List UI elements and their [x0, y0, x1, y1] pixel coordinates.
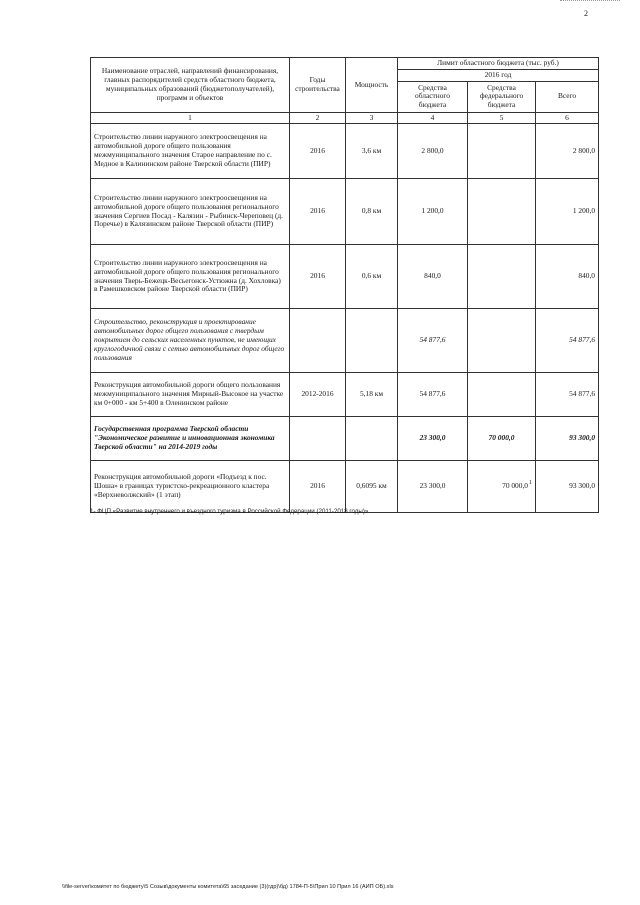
row-total: 1 200,0 [536, 179, 599, 245]
row-regional: 1 200,0 [398, 179, 468, 245]
row-total: 2 800,0 [536, 124, 599, 179]
header-year-2016: 2016 год [398, 70, 599, 82]
row-total: 840,0 [536, 245, 599, 309]
row-capacity: 5,18 км [346, 373, 398, 417]
header-limit: Лимит областного бюджета (тыс. руб.) [398, 58, 599, 70]
row-name: Реконструкция автомобильной дороги «Подъезд к пос. Шоша» в границах туристско-рекреационного кластера «Верхневолжский» (1 этап) [91, 461, 290, 513]
row-capacity [346, 309, 398, 373]
row-capacity [346, 417, 398, 461]
row-name: Строительство, реконструкция и проектирование автомобильных дорог общего пользования с твердым покрытием до сельских населенных пунктов, не имеющих круглогодичной связи с сетью автомобильных дорог общего пользования [91, 309, 290, 373]
row-federal: 70 000,0 [468, 417, 536, 461]
corner-mark [560, 0, 620, 1]
row-years: 2016 [290, 179, 346, 245]
row-years: 2016 [290, 461, 346, 513]
table-row [91, 245, 599, 309]
row-federal [468, 245, 536, 309]
row-capacity: 0,6 км [346, 245, 398, 309]
row-name: Реконструкция автомобильной дороги общего пользования межмуниципального значения Мирный-Высокое на участке км 0+000 - км 5+400 в Оленинском районе [91, 373, 290, 417]
file-path: \\file-server\комитет по бюджету\5 Созыв\документы комитета\65 заседание (3)(гдр)\бд) 1784-П-5\Прил 10 Прил 16 (АИП ОБ).xls [62, 884, 394, 890]
row-regional: 23 300,0 [398, 461, 468, 513]
row-federal: 70 000,0 [502, 480, 528, 490]
column-number: 4 [398, 112, 468, 123]
row-name: Строительство линии наружного электроосвещения на автомобильной дороге общего пользования регионального значения Сергиев Посад - Калязин - Рыбинск-Череповец (д. Поречье) в Калязинском районе Тверской области (ПИР) [91, 179, 290, 245]
row-years [290, 309, 346, 373]
row-total: 54 877,6 [536, 373, 599, 417]
table-row [91, 461, 599, 513]
table-row [91, 124, 599, 179]
row-federal-cell [468, 461, 536, 513]
table-row [91, 309, 599, 373]
header-federal: Средства федерального бюджета [468, 81, 536, 112]
row-regional: 2 800,0 [398, 124, 468, 179]
page-number: 2 [584, 9, 588, 18]
header-capacity: Мощность [346, 58, 398, 113]
row-federal [468, 124, 536, 179]
row-regional: 54 877,6 [398, 309, 468, 373]
row-capacity: 3,6 км [346, 124, 398, 179]
footnote-mark: 1 [529, 479, 532, 486]
header-years: Годы строительства [290, 58, 346, 113]
row-regional: 840,0 [398, 245, 468, 309]
budget-table [90, 57, 599, 513]
column-number: 5 [468, 112, 536, 123]
row-federal [468, 309, 536, 373]
row-regional: 23 300,0 [398, 417, 468, 461]
table-row [91, 373, 599, 417]
row-name: Государственная программа Тверской области "Экономическое развитие и инновационная экономика Тверской области" на 2014-2019 годы [91, 417, 290, 461]
row-federal [468, 373, 536, 417]
row-years: 2016 [290, 124, 346, 179]
table-row [91, 417, 599, 461]
header-regional: Средства областного бюджета [398, 81, 468, 112]
row-regional: 54 877,6 [398, 373, 468, 417]
column-number: 1 [91, 112, 290, 123]
row-capacity: 0,6095 км [346, 461, 398, 513]
row-years: 2016 [290, 245, 346, 309]
row-name: Строительство линии наружного электроосвещения на автомобильной дороге общего пользования регионального значения Тверь-Бежецк-Весьегонск-Устюжна (д. Хохловка) в Рамешковском районе Тверской области (ПИР) [91, 245, 290, 309]
row-federal [468, 179, 536, 245]
table-row [91, 179, 599, 245]
footnote: 1- ФЦП «Развитие внутреннего и въездного туризма в Российской Федерации (2011-2018 годы)» [90, 508, 369, 515]
column-number: 2 [290, 112, 346, 123]
header-total: Всего [536, 81, 599, 112]
column-number: 3 [346, 112, 398, 123]
column-number-row [91, 112, 599, 123]
header-name: Наименование отраслей, направлений финансирования, главных распорядителей средств областного бюджета, муниципальных образований (бюджетополучателей), программ и объектов [91, 58, 290, 113]
row-capacity: 0,8 км [346, 179, 398, 245]
row-name: Строительство линии наружного электроосвещения на автомобильной дороге общего пользования межмуниципального значения Старое направление по с. Медное в Калининском районе Тверской области (ПИР) [91, 124, 290, 179]
row-years [290, 417, 346, 461]
row-total: 93 300,0 [536, 461, 599, 513]
row-years: 2012-2016 [290, 373, 346, 417]
row-total: 93 300,0 [536, 417, 599, 461]
row-total: 54 877,6 [536, 309, 599, 373]
column-number: 6 [536, 112, 599, 123]
